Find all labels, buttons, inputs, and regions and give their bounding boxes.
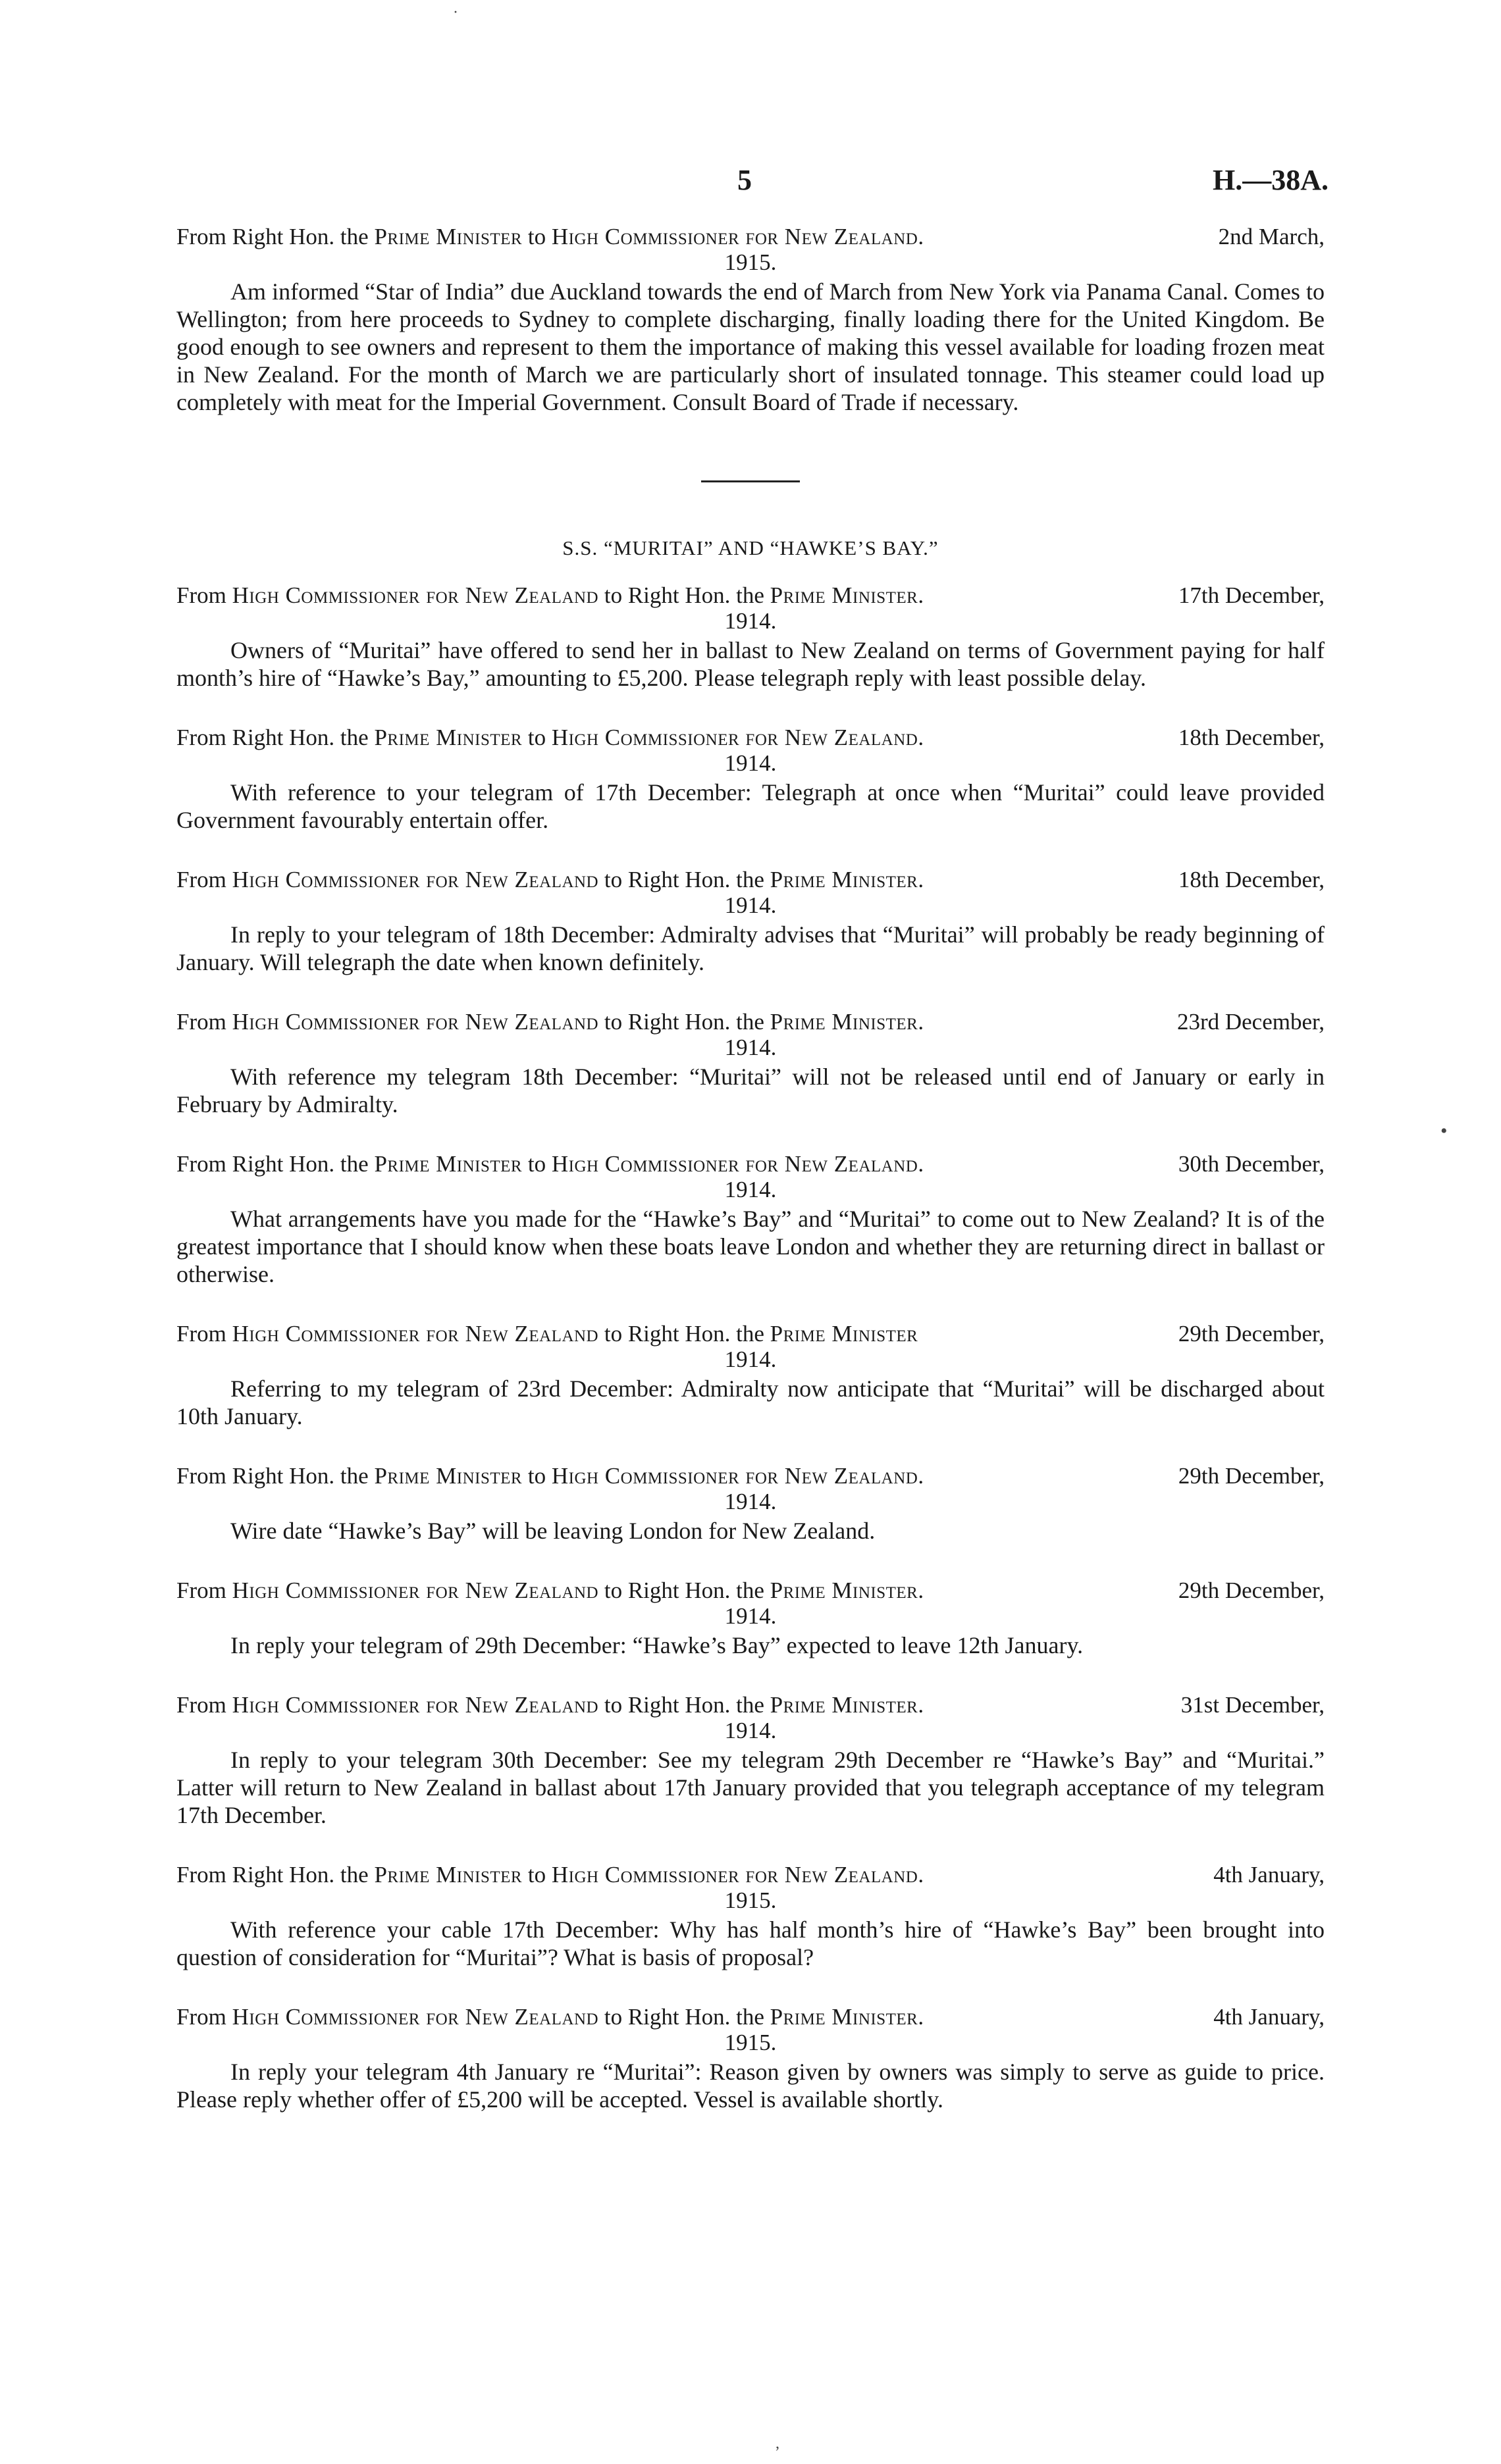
telegram-year: 1914. [724,1718,777,1743]
telegram [176,1321,1325,1430]
telegram [176,1692,1325,1829]
recipient: Prime Minister. [770,867,924,892]
from-prefix: From Right Hon. the [176,1151,375,1177]
telegram-date: 4th January, [1213,1862,1325,1887]
telegram-date: 29th December, [1178,1321,1325,1347]
telegram-header [176,725,1325,751]
telegram-header [176,1151,1325,1177]
page-number: 5 [737,164,752,196]
telegram-date: 2nd March, [1218,224,1325,249]
telegram-body: Wire date “Hawke’s Bay” will be leaving London for New Zealand. [230,1518,876,1544]
scan-speck: · [453,4,458,21]
telegram-header [176,1463,1325,1489]
sender: Prime Minister [374,224,523,249]
scan-speck: , [776,2435,779,2452]
telegram-route [176,582,924,609]
sender: Prime Minister [374,1463,523,1489]
telegram-body: With reference to your telegram of 17th December: Telegraph at once when “Muritai” could leave provided Government favourably entertain offer. [176,779,1325,833]
telegram-header [176,1009,1325,1035]
telegram [176,1463,1325,1545]
recipient: High Commissioner for New Zealand. [551,224,924,249]
telegram-header [176,582,1325,609]
to-label: to [522,224,552,249]
to-label: to Right Hon. the [598,1578,770,1603]
telegram-date: 4th January, [1213,2004,1325,2030]
to-label: to [522,1151,552,1177]
sender: High Commissioner for New Zealand [232,582,599,608]
recipient: High Commissioner for New Zealand. [551,1463,924,1489]
telegram [176,582,1325,692]
sender: High Commissioner for New Zealand [232,1009,599,1035]
telegram-year: 1914. [724,892,777,918]
telegram [176,867,1325,976]
telegram-date: 30th December, [1178,1151,1325,1177]
telegram-route [176,224,924,250]
telegram [176,1862,1325,1971]
from-prefix: From [176,1009,232,1035]
from-prefix: From Right Hon. the [176,725,375,750]
sender: High Commissioner for New Zealand [232,1321,599,1347]
telegram-year: 1914. [724,1489,777,1514]
recipient: Prime Minister. [770,2004,924,2030]
telegram-year: 1915. [724,2030,777,2055]
telegram-year: 1915. [724,249,777,275]
telegram [176,725,1325,834]
telegram-header [176,1862,1325,1888]
sender: High Commissioner for New Zealand [232,1578,599,1603]
to-label: to [522,1463,552,1489]
telegram-route [176,1692,924,1718]
telegram [176,1009,1325,1118]
telegram-year: 1914. [724,750,777,776]
section-title: S.S. “MURITAI” AND “HAWKE’S BAY.” [562,536,939,559]
telegram-body: Owners of “Muritai” have offered to send her in ballast to New Zealand on terms of Government paying for half month’s hire of “Hawke’s Bay,” amounting to £5,200. Please telegraph reply with least possible delay. [176,637,1325,691]
telegram-body: In reply to your telegram of 18th December: Admiralty advises that “Muritai” will probably be ready beginning of January. Will telegraph the date when known definitely. [176,921,1325,975]
telegram-body: In reply your telegram of 29th December: “Hawke’s Bay” expected to leave 12th January. [230,1632,1084,1658]
telegram-header [176,1692,1325,1718]
page-content [176,224,1325,2137]
recipient: Prime Minister. [770,1578,924,1603]
telegram-date: 29th December, [1178,1578,1325,1603]
sender: Prime Minister [374,1862,523,1887]
section-divider [701,480,800,482]
to-label: to Right Hon. the [598,1009,770,1035]
telegram-route [176,1862,924,1888]
sender: High Commissioner for New Zealand [232,1692,599,1718]
telegram-year: 1914. [724,1347,777,1372]
recipient: High Commissioner for New Zealand. [551,1862,924,1887]
telegram-body: In reply to your telegram 30th December: See my telegram 29th December re “Hawke’s Bay” and “Muritai.” Latter will return to New Zealand in ballast about 17th January provided that you telegraph acceptance of my telegram 17th December. [176,1747,1325,1828]
to-label: to Right Hon. the [598,1692,770,1718]
telegram-header [176,224,1325,250]
telegram-route [176,867,924,893]
recipient: High Commissioner for New Zealand. [551,725,924,750]
recipient: Prime Minister [770,1321,918,1347]
telegram-date: 18th December, [1178,867,1325,892]
telegram-route [176,1463,924,1489]
sender: High Commissioner for New Zealand [232,2004,599,2030]
from-prefix: From [176,1692,232,1718]
telegram [176,1151,1325,1288]
recipient: Prime Minister. [770,1692,924,1718]
telegram-body: With reference my telegram 18th December: “Muritai” will not be released until end of January or early in February by Admiralty. [176,1064,1325,1117]
to-label: to Right Hon. the [598,2004,770,2030]
telegram-route [176,1321,918,1347]
telegram-route [176,1578,924,1604]
to-label: to Right Hon. the [598,582,770,608]
telegram-body: In reply your telegram 4th January re “Muritai”: Reason given by owners was simply to serve as guide to price. Please reply whether offer of £5,200 will be accepted. Vessel is available shortly. [176,2059,1325,2113]
scan-speck: • [1440,1120,1448,1142]
from-prefix: From Right Hon. the [176,224,375,249]
telegram-year: 1914. [724,1603,777,1629]
telegram-date: 23rd December, [1176,1009,1325,1035]
telegram-date: 17th December, [1178,582,1325,608]
telegram-header [176,1321,1325,1347]
telegram-body: Am informed “Star of India” due Auckland towards the end of March from New York via Panama Canal. Comes to Wellington; from here proceeds to Sydney to complete discharging, finally loading there for the United Kingdom. Be good enough to see owners and represent to them the importance of making this vessel available for loading frozen meat in New Zealand. For the month of March we are particularly short of insulated tonnage. This steamer could load up completely with meat for the Imperial Government. Consult Board of Trade if necessary. [176,278,1325,415]
from-prefix: From [176,867,232,892]
telegram-body: Referring to my telegram of 23rd December: Admiralty now anticipate that “Muritai” will be discharged about 10th January. [176,1375,1325,1429]
telegram-year: 1914. [724,608,777,634]
recipient: Prime Minister. [770,1009,924,1035]
from-prefix: From Right Hon. the [176,1862,375,1887]
to-label: to [522,725,552,750]
telegram-date: 18th December, [1178,725,1325,750]
telegram-route [176,1151,924,1177]
from-prefix: From [176,1321,232,1347]
telegram [176,1578,1325,1659]
telegram-header [176,2004,1325,2030]
telegram-year: 1915. [724,1887,777,1913]
recipient: Prime Minister. [770,582,924,608]
telegram-header [176,1578,1325,1604]
telegram-body: What arrangements have you made for the “Hawke’s Bay” and “Muritai” to come out to New Zealand? It is of the greatest importance that I should know when these boats leave London and whether they are returning direct in ballast or otherwise. [176,1206,1325,1287]
telegram-year: 1914. [724,1177,777,1202]
from-prefix: From [176,582,232,608]
to-label: to [522,1862,552,1887]
telegram-route [176,2004,924,2030]
telegram-route [176,725,924,751]
telegram-date: 31st December, [1180,1692,1325,1718]
telegram-route [176,1009,924,1035]
telegram-date: 29th December, [1178,1463,1325,1489]
sender: Prime Minister [374,1151,523,1177]
from-prefix: From [176,1578,232,1603]
sender: Prime Minister [374,725,523,750]
from-prefix: From Right Hon. the [176,1463,375,1489]
from-prefix: From [176,2004,232,2030]
telegram-body: With reference your cable 17th December: Why has half month’s hire of “Hawke’s Bay” been brought into question of consideration for “Muritai”? What is basis of proposal? [176,1916,1325,1970]
telegram [176,2004,1325,2113]
telegram-header [176,867,1325,893]
sender: High Commissioner for New Zealand [232,867,599,892]
to-label: to Right Hon. the [598,1321,770,1347]
telegram [176,224,1325,416]
telegram-year: 1914. [724,1035,777,1060]
to-label: to Right Hon. the [598,867,770,892]
recipient: High Commissioner for New Zealand. [551,1151,924,1177]
paper-reference: H.—38A. [1213,164,1329,196]
page-header [0,163,1501,203]
